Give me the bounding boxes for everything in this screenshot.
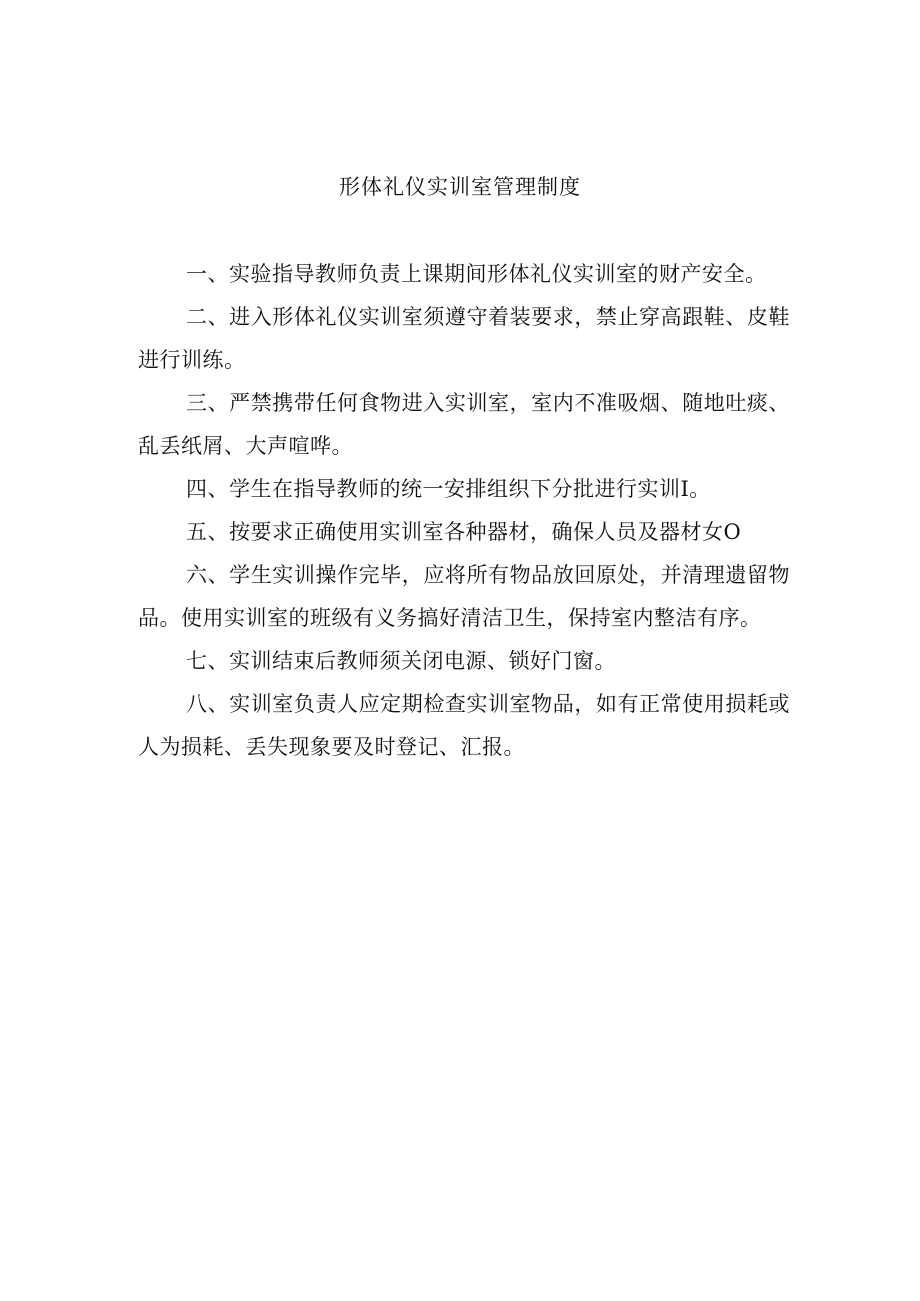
document-title: 形体礼仪实训室管理制度 [339, 175, 581, 199]
rule-7: 七、实训结束后教师须关闭电源、锁好门窗。 [186, 649, 616, 673]
rules-list [138, 253, 790, 769]
rule-4: 四、学生在指导教师的统一安排组织下分批进行实训I。 [186, 477, 711, 501]
rule-6: 六、学生实训操作完毕，应将所有物品放回原处，并清理遗留物品。使用实训室的班级有义务搞好清洁卫生，保持室内整洁有序。 [138, 563, 790, 630]
rule-1: 一、实验指导教师负责上课期间形体礼仪实训室的财产安全。 [186, 262, 767, 286]
rule-5: 五、按要求正确使用实训室各种器材，确保人员及器材女O [186, 520, 742, 544]
rule-8: 八、实训室负责人应定期检查实训室物品，如有正常使用损耗或人为损耗、丢失现象要及时登记、汇报。 [138, 692, 790, 759]
rule-2: 二、进入形体礼仪实训室须遵守着装要求，禁止穿高跟鞋、皮鞋进行训练。 [138, 305, 790, 372]
rule-3: 三、严禁携带任何食物进入实训室，室内不准吸烟、随地吐痰、乱丢纸屑、大声喧哗。 [138, 391, 790, 458]
